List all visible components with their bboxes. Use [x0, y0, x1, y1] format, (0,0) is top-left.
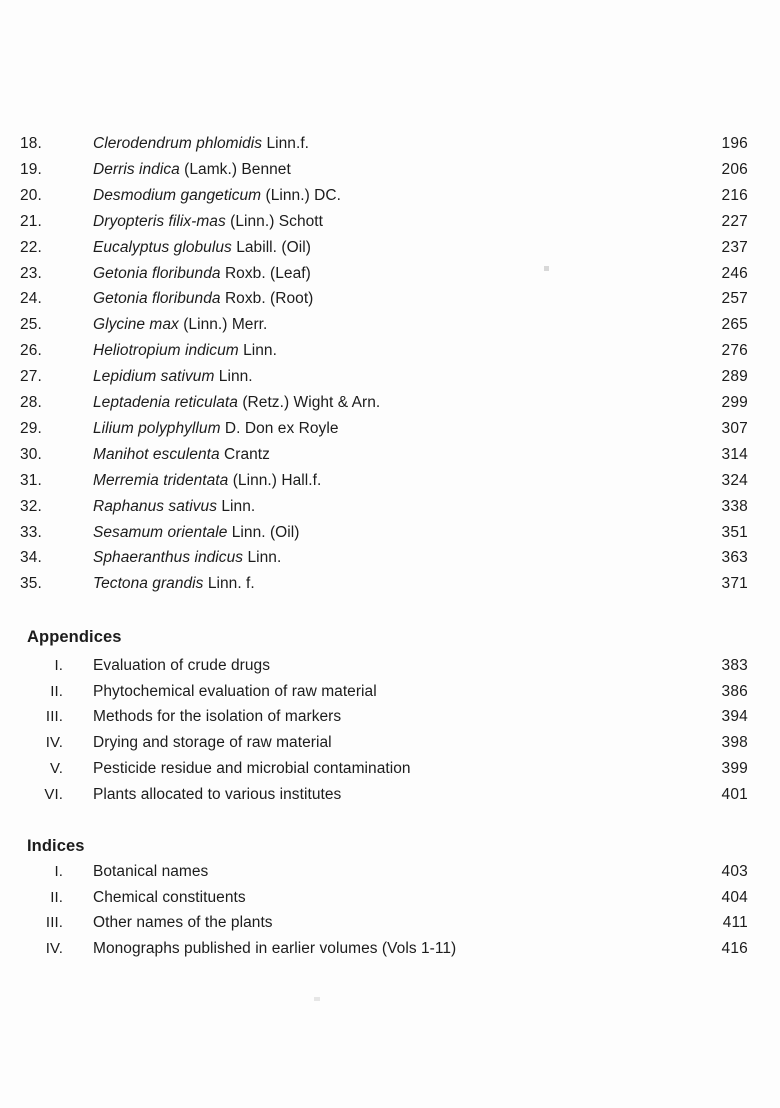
entry-title: [93, 286, 700, 312]
entry-roman-numeral: I.: [54, 657, 63, 674]
entry-page-number: 246: [721, 264, 748, 282]
entry-number: 19.: [20, 160, 42, 178]
entry-number: 23.: [20, 264, 42, 282]
species-authority: Labill. (Oil): [236, 238, 311, 256]
entry-number: 21.: [20, 212, 42, 230]
entry-title: [93, 545, 700, 571]
entry-page-number: 196: [721, 135, 748, 152]
species-name: Lilium polyphyllum: [93, 419, 221, 437]
entry-page-number: 276: [721, 342, 748, 360]
monograph-entry-row: [0, 209, 780, 235]
appendix-entry-row: [0, 653, 780, 679]
entry-title: [93, 261, 700, 287]
entry-number: 20.: [20, 186, 42, 204]
monograph-entry-row: [0, 261, 780, 287]
entry-number: 26.: [20, 342, 42, 360]
species-name: Sphaeranthus indicus: [93, 549, 244, 567]
appendix-entry-row: [0, 730, 780, 756]
entry-page-number: 307: [721, 419, 748, 437]
entry-roman-numeral: III.: [45, 708, 63, 726]
entry-page-number: 227: [721, 212, 748, 230]
entry-page-number: 257: [721, 290, 748, 308]
entry-roman-numeral: VI.: [44, 785, 63, 803]
species-name: Clerodendrum phlomidis: [93, 135, 263, 152]
entry-number: 31.: [20, 471, 42, 489]
scan-speck-artifact: [314, 997, 320, 1001]
entry-title: [93, 338, 700, 364]
species-name: Getonia floribunda: [93, 290, 221, 308]
entry-title: Drying and storage of raw material: [93, 734, 332, 752]
species-authority: (Lamk.) Bennet: [184, 160, 291, 178]
entry-number: 34.: [20, 549, 42, 567]
entry-page-number: 401: [721, 785, 748, 803]
species-name: Merremia tridentata: [93, 471, 229, 489]
entry-page-number: 206: [721, 160, 748, 178]
entry-number: 33.: [20, 523, 42, 541]
entry-number: 30.: [20, 445, 42, 463]
species-authority: Linn.: [243, 342, 277, 360]
entry-page-number: 265: [721, 316, 748, 334]
species-authority: (Retz.) Wight & Arn.: [242, 394, 381, 411]
species-authority: D. Don ex Royle: [224, 419, 339, 437]
entry-title: [93, 571, 700, 597]
entry-title: [93, 494, 700, 520]
entry-roman-numeral: I.: [54, 863, 63, 880]
species-name: Glycine max: [93, 316, 179, 334]
entry-title: Evaluation of crude drugs: [93, 657, 271, 674]
species-authority: (Linn.) Schott: [230, 212, 324, 230]
entry-title: [93, 235, 700, 261]
entry-number: 29.: [20, 419, 42, 437]
monograph-entry-row: [0, 468, 780, 494]
index-entry-row: [0, 936, 780, 962]
species-authority: Roxb. (Leaf): [224, 264, 311, 282]
indices-heading: Indices: [27, 837, 85, 855]
monograph-entry-row: [0, 520, 780, 546]
species-name: Sesamum orientale: [93, 523, 228, 541]
species-authority: (Linn.) DC.: [265, 186, 341, 204]
entry-page-number: 371: [721, 575, 748, 593]
entry-title: Phytochemical evaluation of raw material: [93, 682, 377, 700]
entry-title: [93, 364, 700, 390]
species-name: Getonia floribunda: [93, 264, 221, 282]
entry-title: [93, 157, 700, 183]
entry-title: [93, 416, 700, 442]
entry-title: Chemical constituents: [93, 888, 246, 906]
entry-title: Other names of the plants: [93, 914, 273, 932]
entry-title: [93, 390, 700, 416]
species-authority: Roxb. (Root): [224, 290, 314, 308]
entry-title: Methods for the isolation of markers: [93, 708, 342, 726]
species-authority: Linn. (Oil): [231, 523, 300, 541]
entry-title: [93, 468, 700, 494]
species-name: Manihot esculenta: [93, 445, 220, 463]
index-entry-row: [0, 910, 780, 936]
species-name: Raphanus sativus: [93, 497, 218, 515]
entry-roman-numeral: II.: [50, 682, 63, 700]
species-name: Eucalyptus globulus: [93, 238, 232, 256]
entry-title: Plants allocated to various institutes: [93, 785, 342, 803]
entry-page-number: 394: [721, 708, 748, 726]
entry-title: [93, 442, 700, 468]
entry-page-number: 289: [721, 368, 748, 386]
species-authority: Linn.: [218, 368, 253, 386]
entry-roman-numeral: II.: [50, 888, 63, 906]
entry-page-number: 363: [721, 549, 748, 567]
entry-number: 35.: [20, 575, 42, 593]
entry-page-number: 338: [721, 497, 748, 515]
monograph-entry-row: [0, 364, 780, 390]
species-name: Leptadenia reticulata: [93, 394, 238, 411]
entry-title: Botanical names: [93, 863, 209, 880]
entry-number: 24.: [20, 290, 42, 308]
monograph-entry-row: [0, 338, 780, 364]
entry-page-number: 237: [721, 238, 748, 256]
entry-number: 32.: [20, 497, 42, 515]
species-authority: Linn.: [247, 549, 282, 567]
entry-page-number: 216: [721, 186, 748, 204]
monograph-entry-row: [0, 286, 780, 312]
entry-number: 18.: [20, 135, 42, 152]
species-authority: Linn. f.: [207, 575, 255, 593]
entry-roman-numeral: III.: [45, 914, 63, 932]
index-entry-row: [0, 885, 780, 911]
species-name: Heliotropium indicum: [93, 342, 239, 360]
entry-page-number: 399: [721, 759, 748, 777]
species-authority: (Linn.) Hall.f.: [232, 471, 322, 489]
entry-title: [93, 131, 700, 157]
entry-title: [93, 312, 700, 338]
species-authority: Crantz: [224, 445, 270, 463]
entry-roman-numeral: IV.: [45, 734, 63, 752]
entry-number: 27.: [20, 368, 42, 386]
entry-page-number: 351: [721, 523, 748, 541]
monograph-entry-row: [0, 571, 780, 597]
species-name: Desmodium gangeticum: [93, 186, 262, 204]
species-authority: Linn.: [221, 497, 256, 515]
entry-number: 28.: [20, 394, 42, 411]
entry-title: Pesticide residue and microbial contamination: [93, 759, 411, 777]
entry-title: [93, 183, 700, 209]
entry-page-number: 299: [721, 394, 748, 411]
monograph-entry-row: [0, 442, 780, 468]
entry-page-number: 386: [721, 682, 748, 700]
species-name: Derris indica: [93, 160, 180, 178]
monograph-entry-row: [0, 235, 780, 261]
entry-page-number: 324: [721, 471, 748, 489]
index-entry-row: [0, 859, 780, 885]
appendices-heading: Appendices: [27, 628, 122, 646]
species-name: Lepidium sativum: [93, 368, 215, 386]
entry-page-number: 383: [721, 657, 748, 674]
monograph-entry-row: [0, 312, 780, 338]
entry-title: [93, 209, 700, 235]
monograph-entry-row: [0, 183, 780, 209]
appendix-entry-row: [0, 704, 780, 730]
entry-title: [93, 520, 700, 546]
monograph-entry-row: [0, 131, 780, 157]
species-name: Dryopteris filix-mas: [93, 212, 226, 230]
entry-number: 25.: [20, 316, 42, 334]
monograph-entry-row: [0, 416, 780, 442]
monograph-entry-row: [0, 390, 780, 416]
entry-page-number: 398: [721, 734, 748, 752]
monograph-entry-row: [0, 157, 780, 183]
species-authority: (Linn.) Merr.: [183, 316, 268, 334]
monograph-entry-row: [0, 494, 780, 520]
entry-page-number: 411: [722, 914, 748, 932]
appendix-entry-row: [0, 756, 780, 782]
entry-page-number: 403: [721, 863, 748, 880]
entry-roman-numeral: V.: [50, 759, 63, 777]
entry-page-number: 404: [721, 888, 748, 906]
species-authority: Linn.f.: [266, 135, 310, 152]
entry-number: 22.: [20, 238, 42, 256]
entry-page-number: 314: [721, 445, 748, 463]
entry-page-number: 416: [721, 940, 748, 958]
appendix-entry-row: [0, 782, 780, 808]
entry-roman-numeral: IV.: [45, 940, 63, 958]
species-name: Tectona grandis: [93, 575, 204, 593]
monograph-entry-row: [0, 545, 780, 571]
entry-title: Monographs published in earlier volumes (Vols 1-11): [93, 940, 457, 958]
appendix-entry-row: [0, 679, 780, 705]
